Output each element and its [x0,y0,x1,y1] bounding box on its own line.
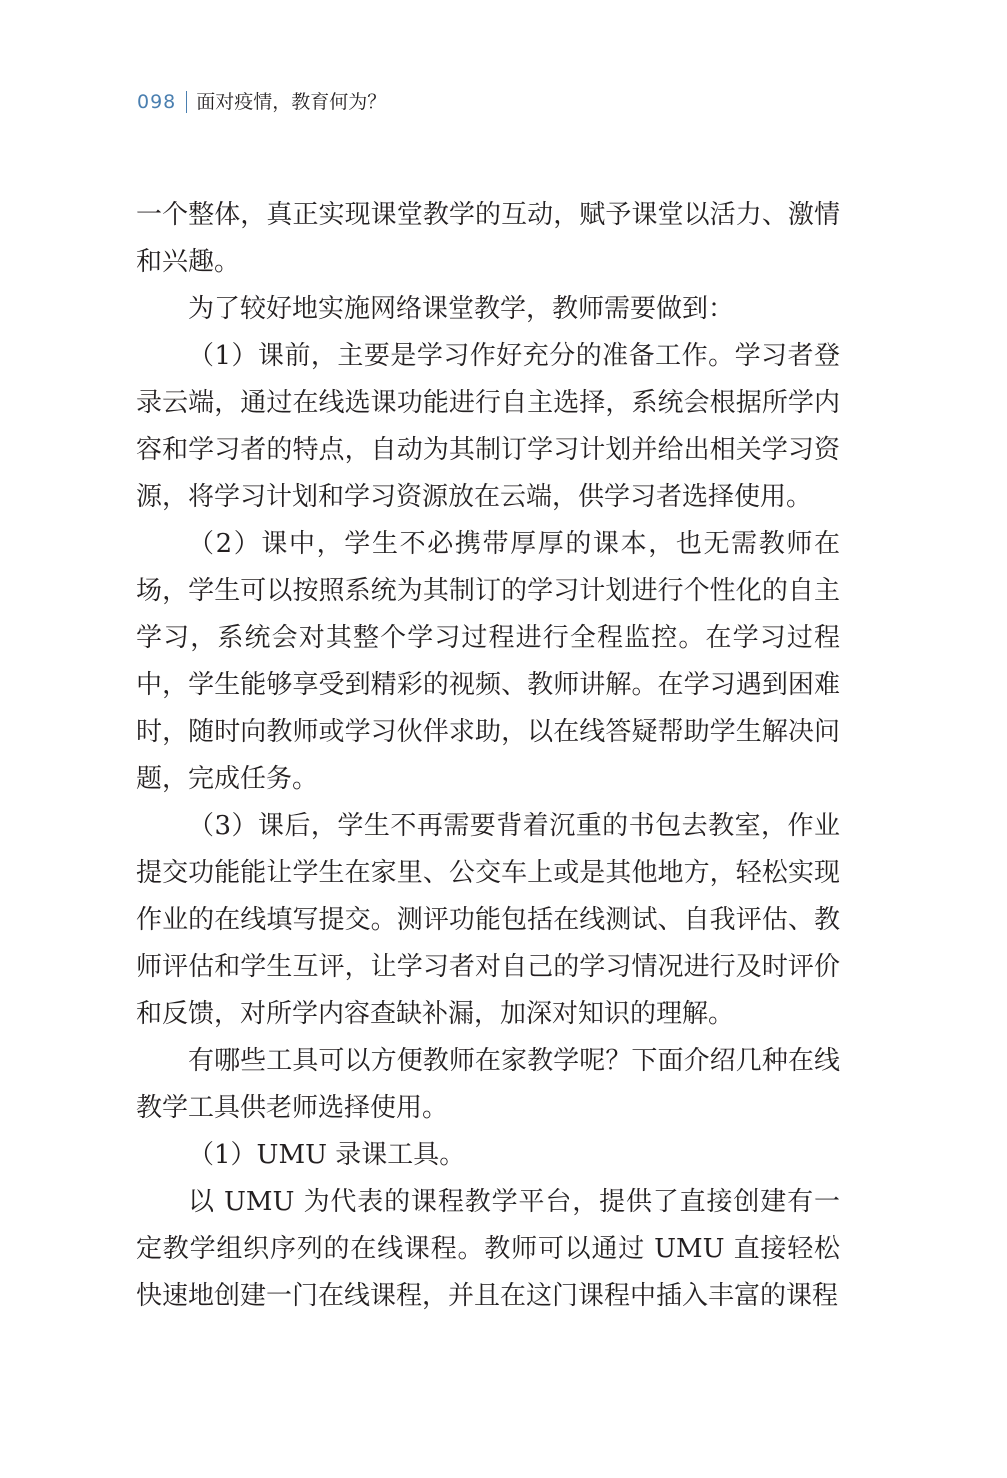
page-body [136,192,840,1320]
paragraph: 为了较好地实施网络课堂教学，教师需要做到： [188,294,735,324]
paragraph: （1）UMU 录课工具。 [188,1140,466,1170]
paragraph: 以 UMU 为代表的课程教学平台，提供了直接创建有一定教学组织序列的在线课程。教师可以通过 UMU 直接轻松快速地创建一门在线课程，并且在这门课程中插入丰富的课程 [136,1187,840,1311]
header-divider [186,91,187,113]
paragraph: （2）课中，学生不必携带厚厚的课本，也无需教师在场，学生可以按照系统为其制订的学习计划进行个性化的自主学习，系统会对其整个学习过程进行全程监控。在学习过程中，学生能够享受到精彩的视频、教师讲解。在学习遇到困难时，随时向教师或学习伙伴求助，以在线答疑帮助学生解决问题，完成任务。 [136,529,840,794]
paragraph: （3）课后，学生不再需要背着沉重的书包去教室，作业提交功能能让学生在家里、公交车上或是其他地方，轻松实现作业的在线填写提交。测评功能包括在线测试、自我评估、教师评估和学生互评，让学习者对自己的学习情况进行及时评价和反馈，对所学内容查缺补漏，加深对知识的理解。 [136,811,840,1029]
paragraph: 有哪些工具可以方便教师在家教学呢？下面介绍几种在线教学工具供老师选择使用。 [136,1046,840,1123]
page-number: 098 [137,91,177,113]
paragraph: 一个整体，真正实现课堂教学的互动，赋予课堂以活力、激情和兴趣。 [136,200,840,277]
book-title: 面对疫情，教育何为？ [196,91,387,113]
paragraph: （1）课前，主要是学习作好充分的准备工作。学习者登录云端，通过在线选课功能进行自主选择，系统会根据所学内容和学习者的特点，自动为其制订学习计划并给出相关学习资源，将学习计划和学习资源放在云端，供学习者选择使用。 [136,341,840,512]
running-header [137,88,386,116]
